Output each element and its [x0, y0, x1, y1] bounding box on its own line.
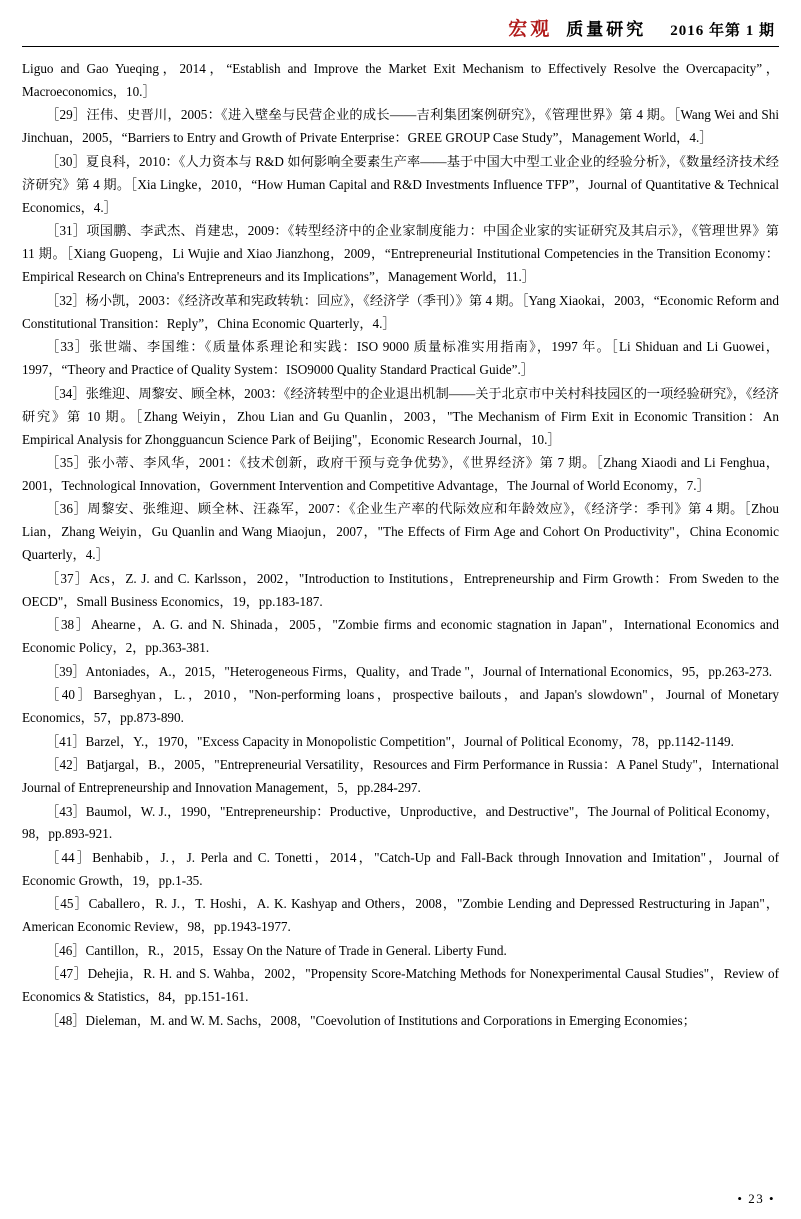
reference-entry-38: ［38］Ahearne，A. G. and N. Shinada，2005，"Zombie firms and economic stagnation in Japan"，International Economics and Economic Policy，2，pp.363-381. [22, 617, 779, 656]
page-number: • 23 • [737, 1191, 775, 1206]
reference-list [22, 58, 779, 1033]
journal-name: 质量研究 [566, 20, 647, 39]
reference-entry-45: ［45］Caballero，R. J.，T. Hoshi，A. K. Kashyap and Others，2008，"Zombie Lending and Depressed Restructuring in Japan"，American Economic Review，98，pp.1943-1977. [22, 896, 779, 935]
reference-entry-44: ［44］Benhabib，J.，J. Perla and C. Tonetti，2014，"Catch-Up and Fall-Back through Innovation and Imitation"，Journal of Economic Growth，19，pp.1-35. [22, 849, 779, 888]
reference-entry-46: ［46］Cantillon，R.，2015，Essay On the Nature of Trade in General. Liberty Fund. [46, 942, 507, 958]
reference-entry-34: ［34］张维迎、周黎安、顾全林，2003：《经济转型中的企业退出机制——关于北京市中关村科技园区的一项经验研究》，《经济研究》第 10 期。［Zhang Weiyin，Zhou Lian and Gu Quanlin，2003，"The Mechanism of Firm Exit in Economic Transition：An Empirical Analysis for Zhongguancun Science Park of Beijing"，Economic Research Journal，10.］ [22, 385, 779, 447]
reference-entry-39: ［39］Antoniades，A.，2015，"Heterogeneous Firms，Quality，and Trade "，Journal of International Economics，95，pp.263-273. [46, 663, 773, 679]
reference-entry-48: ［48］Dieleman，M. and W. M. Sachs，2008，"Coevolution of Institutions and Corporations in Emerging Economies； [46, 1012, 696, 1028]
reference-entry-43: ［43］Baumol，W. J.，1990，"Entrepreneurship：Productive，Unproductive，and Destructive"，The Journal of Political Economy，98，pp.893-921. [22, 803, 779, 842]
reference-entry-33: ［33］张世端、李国维：《质量体系理论和实践：ISO 9000 质量标准实用指南》，1997 年。［Li Shiduan and Li Guowei，1997，“Theory and Practice of Quality System：ISO9000 Quality Standard Practical Guide”.］ [22, 339, 779, 378]
page-header [22, 14, 779, 46]
reference-entry-cont: Liguo and Gao Yueqing，2014，“Establish and Improve the Market Exit Mechanism to Effectively Resolve the Overcapacity”，Macroeconomics，10.］ [22, 61, 779, 99]
reference-entry-37: ［37］Acs，Z. J. and C. Karlsson，2002，"Introduction to Institutions，Entrepreneurship and Firm Growth：From Sweden to the OECD"，Small Business Economics，19，pp.183-187. [22, 570, 779, 609]
issue-label: 2016 年第 1 期 [670, 23, 775, 39]
reference-entry-32: ［32］杨小凯，2003：《经济改革和宪政转轨：回应》，《经济学（季刊）》第 4 期。［Yang Xiaokai，2003，“Economic Reform and Constitutional Transition：Reply”，China Economic Quarterly，4.］ [22, 292, 779, 331]
reference-entry-30: ［30］夏良科，2010：《人力资本与 R&D 如何影响全要素生产率——基于中国大中型工业企业的经验分析》，《数量经济技术经济研究》第 4 期。［Xia Lingke，2010，“How Human Capital and R&D Investments Influence TFP”，Journal of Quantitative & Technical Economics，4.］ [22, 153, 779, 215]
reference-entry-42: ［42］Batjargal，B.，2005，"Entrepreneurial Versatility，Resources and Firm Performance in Russia：A Panel Study"，International Journal of Entrepreneurship and Innovation Management，5，pp.284-297. [22, 757, 779, 796]
reference-entry-47: ［47］Dehejia，R. H. and S. Wahba，2002，"Propensity Score-Matching Methods for Nonexperimental Causal Studies"，Review of Economics & Statistics，84，pp.151-161. [22, 966, 779, 1005]
reference-entry-29: ［29］汪伟、史晋川，2005：《进入壁垒与民营企业的成长——吉利集团案例研究》，《管理世界》第 4 期。［Wang Wei and Shi Jinchuan，2005，“Barriers to Entry and Growth of Private Enterprise：GREE GROUP Case Study”，Management World，4.］ [22, 107, 779, 146]
reference-entry-36: ［36］周黎安、张维迎、顾全林、汪淼军，2007：《企业生产率的代际效应和年龄效应》，《经济学：季刊》第 4 期。［Zhou Lian，Zhang Weiyin，Gu Quanlin and Wang Miaojun，2007，"The Effects of Firm Age and Cohort On Productivity"，China Economic Quarterly，4.］ [22, 501, 779, 563]
journal-logo: 宏观 [508, 19, 553, 40]
reference-entry-40: ［40］Barseghyan，L.，2010，"Non-performing loans，prospective bailouts，and Japan's slowdown"，Journal of Monetary Economics，57，pp.873-890. [22, 687, 779, 726]
reference-entry-35: ［35］张小蒂、李风华，2001：《技术创新，政府干预与竞争优势》，《世界经济》第 7 期。［Zhang Xiaodi and Li Fenghua，2001，Technological Innovation，Government Intervention and Competitive Advantage，The Journal of World Economy，7.］ [22, 454, 779, 493]
reference-entry-31: ［31］项国鹏、李武杰、肖建忠，2009：《转型经济中的企业家制度能力：中国企业家的实证研究及其启示》，《管理世界》第 11 期。［Xiang Guopeng，Li Wujie and Xiao Jianzhong，2009，“Entrepreneurial Institutional Competencies in the Transition Economy：Empirical Research on China's Entrepreneurs and its Implications”，Management World，11.］ [22, 223, 779, 285]
reference-entry-41: ［41］Barzel，Y.，1970，"Excess Capacity in Monopolistic Competition"，Journal of Political Economy，78，pp.1142-1149. [46, 733, 734, 749]
header-divider [22, 46, 779, 47]
